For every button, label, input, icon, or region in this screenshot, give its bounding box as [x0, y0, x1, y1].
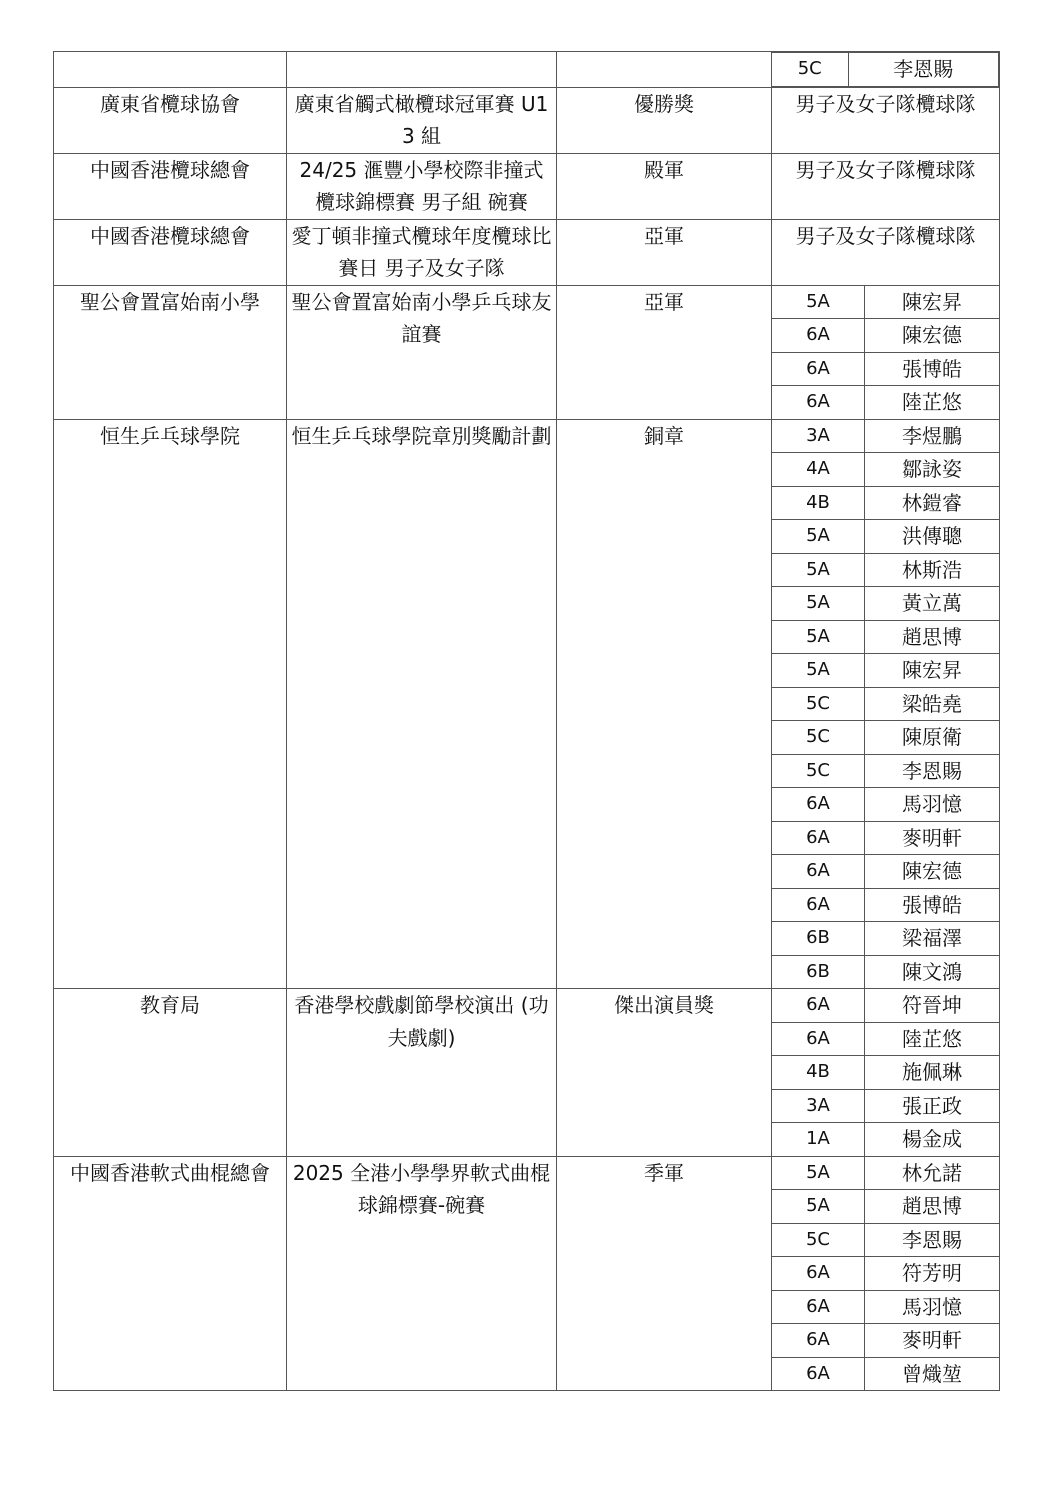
member-row [772, 52, 999, 87]
class-cell: 5A [772, 654, 865, 688]
event-cell: 愛丁頓非撞式欖球年度欖球比賽日 男子及女子隊 [287, 219, 557, 285]
name-cell: 麥明軒 [865, 821, 1000, 855]
team-cell: 男子及女子隊欖球隊 [772, 219, 1000, 285]
class-cell: 5A [772, 1156, 865, 1190]
org-cell: 中國香港軟式曲棍總會 [54, 1156, 287, 1391]
name-cell: 施佩琳 [865, 1056, 1000, 1090]
name-cell: 陸芷悠 [865, 1022, 1000, 1056]
class-cell: 3A [772, 419, 865, 453]
org-cell: 中國香港欖球總會 [54, 219, 287, 285]
org-cell: 恒生乒乓球學院 [54, 419, 287, 989]
name-cell: 李恩賜 [865, 1223, 1000, 1257]
class-cell: 6A [772, 1257, 865, 1291]
class-cell: 6B [772, 922, 865, 956]
name-cell: 陳宏昇 [865, 654, 1000, 688]
name-cell: 趙思博 [865, 1190, 1000, 1224]
name-cell: 鄒詠姿 [865, 453, 1000, 487]
name-cell: 陳文鴻 [865, 955, 1000, 989]
name-cell: 林斯浩 [865, 553, 1000, 587]
name-cell: 楊金成 [865, 1123, 1000, 1157]
table-row [54, 219, 1000, 285]
name-cell: 馬羽憶 [865, 1290, 1000, 1324]
table-row [54, 1156, 1000, 1190]
class-cell: 5A [772, 1190, 865, 1224]
name-cell: 梁皓堯 [865, 687, 1000, 721]
table-row [54, 419, 1000, 453]
awards-table-body [54, 52, 1000, 1391]
event-cell [287, 52, 557, 88]
class-cell: 5A [772, 553, 865, 587]
event-cell: 廣東省觸式橄欖球冠軍賽 U13 組 [287, 87, 557, 153]
event-cell: 2025 全港小學學界軟式曲棍球錦標賽-碗賽 [287, 1156, 557, 1391]
name-cell: 陳宏昇 [865, 285, 1000, 319]
class-cell: 5A [772, 520, 865, 554]
name-cell: 黃立萬 [865, 587, 1000, 621]
table-row [54, 87, 1000, 153]
class-cell: 5C [772, 1223, 865, 1257]
class-cell: 6A [772, 788, 865, 822]
class-cell: 4B [772, 1056, 865, 1090]
table-row [54, 989, 1000, 1023]
table-row [54, 52, 1000, 88]
class-cell: 6A [772, 855, 865, 889]
class-cell: 6A [772, 1290, 865, 1324]
award-cell: 殿軍 [557, 153, 772, 219]
class-cell: 6A [772, 821, 865, 855]
class-cell: 5C [772, 721, 865, 755]
name-cell: 趙思博 [865, 620, 1000, 654]
class-cell: 5A [772, 285, 865, 319]
class-cell: 4A [772, 453, 865, 487]
class-cell: 5A [772, 620, 865, 654]
name-cell: 符晉坤 [865, 989, 1000, 1023]
class-cell: 6A [772, 1022, 865, 1056]
event-cell: 恒生乒乓球學院章別獎勵計劃 [287, 419, 557, 989]
name-cell: 曾熾堃 [865, 1357, 1000, 1391]
event-cell: 香港學校戲劇節學校演出 (功夫戲劇) [287, 989, 557, 1157]
event-cell: 24/25 滙豐小學校際非撞式欖球錦標賽 男子組 碗賽 [287, 153, 557, 219]
class-cell: 5C [772, 687, 865, 721]
name-cell: 張博皓 [865, 352, 1000, 386]
org-cell: 聖公會置富始南小學 [54, 285, 287, 419]
name-cell: 梁福澤 [865, 922, 1000, 956]
name-cell: 李煜鵬 [865, 419, 1000, 453]
org-cell: 廣東省欖球協會 [54, 87, 287, 153]
name-cell: 陳原衛 [865, 721, 1000, 755]
class-cell: 6A [772, 1357, 865, 1391]
award-cell: 銅章 [557, 419, 772, 989]
awards-table [53, 51, 1000, 1391]
name-cell: 張正政 [865, 1089, 1000, 1123]
award-cell [557, 52, 772, 88]
name-cell: 陳宏德 [865, 319, 1000, 353]
name-cell: 馬羽憶 [865, 788, 1000, 822]
org-cell: 教育局 [54, 989, 287, 1157]
name-cell: 陸芷悠 [865, 386, 1000, 420]
name-cell: 林鎧睿 [865, 486, 1000, 520]
name-cell: 李恩賜 [848, 53, 999, 87]
name-cell: 符芳明 [865, 1257, 1000, 1291]
name-cell: 張博皓 [865, 888, 1000, 922]
class-cell: 5C [772, 754, 865, 788]
class-cell: 6A [772, 386, 865, 420]
class-cell: 6A [772, 352, 865, 386]
name-cell: 林允諾 [865, 1156, 1000, 1190]
table-row [54, 153, 1000, 219]
org-cell [54, 52, 287, 88]
class-cell: 1A [772, 1123, 865, 1157]
event-cell: 聖公會置富始南小學乒乓球友誼賽 [287, 285, 557, 419]
org-cell: 中國香港欖球總會 [54, 153, 287, 219]
class-cell: 5A [772, 587, 865, 621]
name-cell: 陳宏德 [865, 855, 1000, 889]
class-cell: 6A [772, 989, 865, 1023]
awards-document [53, 51, 999, 1391]
award-cell: 季軍 [557, 1156, 772, 1391]
name-cell: 洪傳聰 [865, 520, 1000, 554]
award-cell: 亞軍 [557, 285, 772, 419]
name-cell: 李恩賜 [865, 754, 1000, 788]
award-cell: 亞軍 [557, 219, 772, 285]
class-cell: 6A [772, 319, 865, 353]
name-cell: 麥明軒 [865, 1324, 1000, 1358]
class-cell: 6A [772, 888, 865, 922]
class-cell: 6A [772, 1324, 865, 1358]
member-cell [772, 52, 1000, 88]
award-cell: 傑出演員獎 [557, 989, 772, 1157]
class-cell: 4B [772, 486, 865, 520]
class-cell: 5C [772, 53, 848, 87]
team-cell: 男子及女子隊欖球隊 [772, 87, 1000, 153]
award-cell: 優勝獎 [557, 87, 772, 153]
table-row [54, 285, 1000, 319]
team-cell: 男子及女子隊欖球隊 [772, 153, 1000, 219]
class-cell: 6B [772, 955, 865, 989]
class-cell: 3A [772, 1089, 865, 1123]
